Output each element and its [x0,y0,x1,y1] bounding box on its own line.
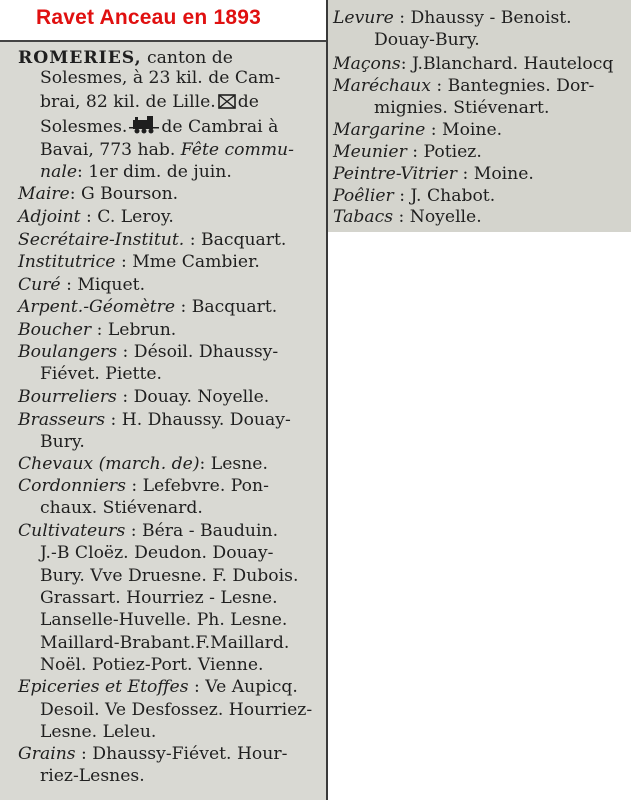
directory-line: Cultivateurs : Béra - Bauduin. [18,521,279,541]
directory-line: Cordonniers : Lefebvre. Pon- [18,476,269,496]
directory-line: Brasseurs : H. Dhaussy. Douay- [18,410,291,430]
directory-line: mignies. Stiévenart. [374,98,550,118]
directory-line: Bury. [40,432,85,452]
directory-line: Boucher : Lebrun. [18,320,177,340]
directory-line: Desoil. Ve Desfossez. Hourriez- [40,700,313,720]
directory-column-left [0,40,328,800]
directory-line: J.-B Cloëz. Deudon. Douay- [40,543,274,563]
directory-line: Chevaux (march. de): Lesne. [18,454,268,474]
directory-line: Boulangers : Désoil. Dhaussy- [18,342,279,362]
directory-line: Levure : Dhaussy - Benoist. [333,8,572,28]
directory-line: Maillard-Brabant.F.Maillard. [40,633,290,653]
directory-line: riez-Lesnes. [40,766,145,786]
directory-line: Poêlier : J. Chabot. [333,186,496,206]
directory-line: Lanselle-Huvelle. Ph. Lesne. [40,610,288,630]
directory-line: Noël. Potiez-Port. Vienne. [40,655,264,675]
directory-line: Bourreliers : Douay. Noyelle. [18,387,270,407]
directory-column-right [328,0,631,232]
entry-line-2: Solesmes, à 23 kil. de Cam- [40,68,281,88]
directory-line: Meunier : Potiez. [333,142,482,162]
directory-line: chaux. Stiévenard. [40,498,203,518]
directory-line: Grains : Dhaussy-Fiévet. Hour- [18,744,288,764]
post-office-icon [218,94,236,114]
entry-line-4: Solesmes. de Cambrai à [40,117,279,137]
entry-line-1: ROMERIES, canton de [18,48,233,68]
directory-line: Tabacs : Noyelle. [333,207,482,227]
directory-line: Epiceries et Etoffes : Ve Aupicq. [18,677,298,697]
directory-line: Maçons: J.Blanchard. Hautelocq [333,54,614,74]
page-title: Ravet Anceau en 1893 [36,6,262,29]
entry-line-3: brai, 82 kil. de Lille. de [40,92,259,112]
directory-line: Arpent.-Géomètre : Bacquart. [18,297,278,317]
directory-line: Bury. Vve Druesne. F. Dubois. [40,566,299,586]
town-name: ROMERIES, [18,48,142,68]
directory-line: Institutrice : Mme Cambier. [18,252,260,272]
column-separator [326,0,328,800]
column-top-rule [0,40,328,42]
directory-line: Grassart. Hourriez - Lesne. [40,588,278,608]
directory-line: Secrétaire-Institut. : Bacquart. [18,230,287,250]
directory-line: Peintre-Vitrier : Moine. [333,164,534,184]
directory-line: Margarine : Moine. [333,120,503,140]
railway-station-icon [129,116,159,139]
directory-line: Curé : Miquet. [18,275,146,295]
directory-line: Maréchaux : Bantegnies. Dor- [333,76,595,96]
directory-line: Adjoint : C. Leroy. [18,207,174,227]
directory-line: Douay-Bury. [374,30,480,50]
directory-line: Fiévet. Piette. [40,364,162,384]
directory-line: Lesne. Leleu. [40,722,157,742]
directory-line: Maire: G Bourson. [18,184,179,204]
entry-line-6: nale: 1er dim. de juin. [40,162,232,182]
entry-line-5: Bavai, 773 hab. Fête commu- [40,140,294,160]
